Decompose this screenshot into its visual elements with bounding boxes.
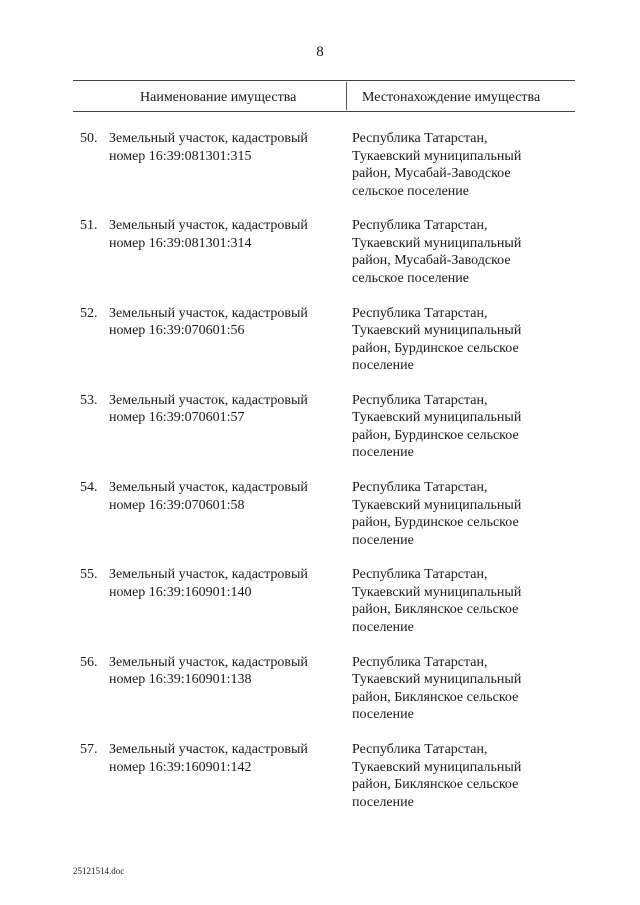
property-name: Земельный участок, кадастровый номер 16:39:070601:58	[109, 480, 308, 513]
location-line: поселение	[352, 619, 414, 635]
table-row	[0, 566, 640, 653]
table-row	[0, 392, 640, 479]
location-line: поселение	[352, 445, 414, 461]
location-line: район, Мусабай-Заводское	[352, 253, 511, 269]
property-name: Земельный участок, кадастровый номер 16:39:081301:315	[109, 131, 308, 164]
row-number: 52.	[80, 305, 98, 321]
location-line: поселение	[352, 358, 414, 374]
table-column-divider	[346, 82, 347, 110]
location-line: поселение	[352, 707, 414, 723]
location-line: Республика Татарстан,	[352, 218, 488, 234]
property-list	[0, 130, 640, 828]
property-location	[352, 130, 552, 200]
property-location	[352, 741, 552, 811]
row-number: 51.	[80, 218, 98, 234]
property-name: Земельный участок, кадастровый номер 16:39:070601:57	[109, 392, 308, 426]
property-location	[352, 654, 552, 724]
property-name: Земельный участок, кадастровый номер 16:39:160901:140	[109, 567, 308, 600]
location-line: Республика Татарстан,	[352, 567, 488, 583]
location-line: район, Биклянское сельское	[352, 777, 519, 793]
property-location	[352, 479, 552, 549]
location-line: Тукаевский муниципальный	[352, 235, 522, 251]
location-line: Республика Татарстан,	[352, 131, 488, 146]
location-line: район, Бурдинское сельское	[352, 515, 519, 531]
location-line: Тукаевский муниципальный	[352, 759, 522, 775]
table-row	[0, 130, 640, 217]
footer-filename: 25121514.doc	[73, 866, 125, 876]
property-location	[352, 217, 552, 287]
row-number: 54.	[80, 480, 98, 496]
location-line: Тукаевский муниципальный	[352, 148, 522, 164]
row-number: 57.	[80, 742, 98, 758]
location-line: район, Бурдинское сельское	[352, 340, 519, 356]
location-line: район, Бурдинское сельское	[352, 427, 519, 443]
row-number: 56.	[80, 654, 98, 670]
location-line: Республика Татарстан,	[352, 742, 488, 758]
row-number: 50.	[80, 131, 98, 146]
table-row	[0, 217, 640, 304]
property-name: Земельный участок, кадастровый номер 16:39:081301:314	[109, 218, 308, 251]
location-line: район, Биклянское сельское	[352, 602, 519, 618]
table-header-rule-bottom	[73, 111, 575, 112]
location-line: район, Мусабай-Заводское	[352, 166, 511, 181]
property-location	[352, 566, 552, 636]
table-row	[0, 741, 640, 828]
location-line: Республика Татарстан,	[352, 654, 488, 670]
table-row	[0, 654, 640, 741]
row-number: 53.	[80, 392, 98, 408]
location-line: Тукаевский муниципальный	[352, 584, 522, 600]
table-row	[0, 305, 640, 392]
location-line: Тукаевский муниципальный	[352, 410, 522, 426]
table-row	[0, 479, 640, 566]
property-name: Земельный участок, кадастровый номер 16:39:070601:56	[109, 305, 308, 339]
property-location	[352, 392, 552, 462]
location-line: район, Биклянское сельское	[352, 689, 519, 705]
location-line: Республика Татарстан,	[352, 305, 488, 321]
property-name: Земельный участок, кадастровый номер 16:39:160901:142	[109, 742, 308, 775]
location-line: Республика Татарстан,	[352, 480, 488, 496]
table-header-rule-top	[73, 80, 575, 81]
location-line: Республика Татарстан,	[352, 392, 488, 408]
location-line: сельское поселение	[352, 270, 469, 286]
header-location: Местонахождение имущества	[362, 90, 541, 105]
location-line: Тукаевский муниципальный	[352, 672, 522, 688]
location-line: Тукаевский муниципальный	[352, 497, 522, 513]
location-line: поселение	[352, 532, 414, 548]
property-name: Земельный участок, кадастровый номер 16:39:160901:138	[109, 654, 308, 688]
location-line: Тукаевский муниципальный	[352, 323, 522, 339]
row-number: 55.	[80, 567, 98, 583]
location-line: сельское поселение	[352, 183, 469, 199]
header-name: Наименование имущества	[140, 90, 297, 105]
page-number: 8	[316, 44, 324, 60]
location-line: поселение	[352, 794, 414, 810]
property-location	[352, 305, 552, 375]
